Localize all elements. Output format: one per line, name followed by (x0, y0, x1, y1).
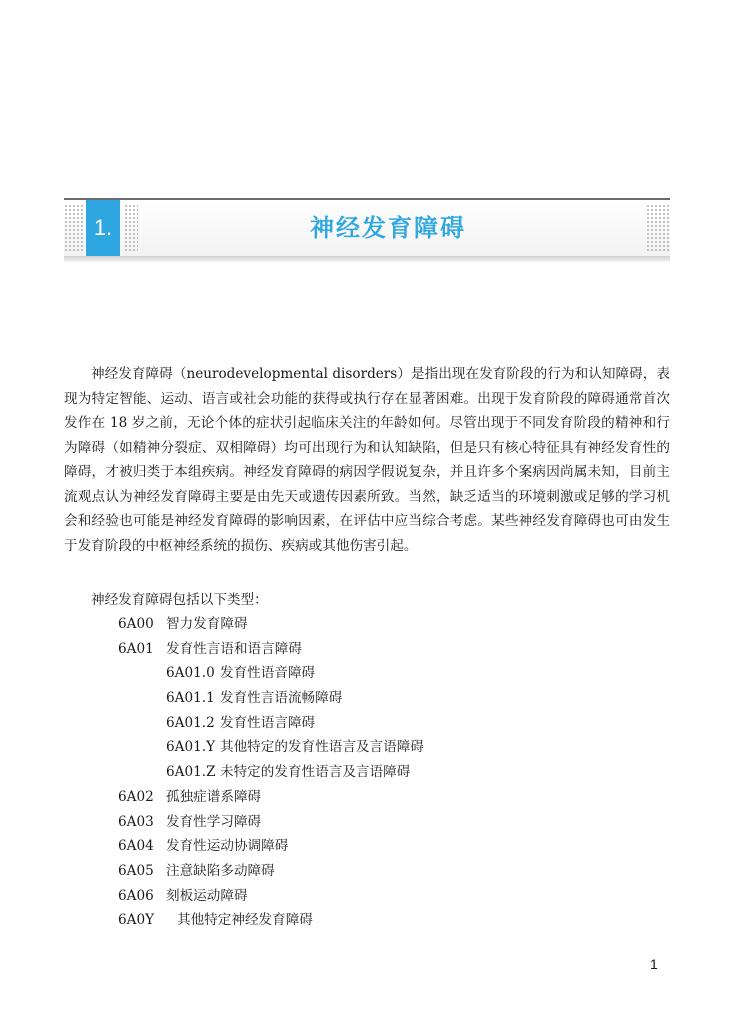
list-item (0, 785, 730, 810)
page-number: 1 (650, 956, 658, 972)
list-item (0, 908, 730, 933)
list-lead: 神经发育障碍包括以下类型： (91, 592, 268, 608)
item-label: 发育性运动协调障碍 (166, 838, 289, 855)
list-item (0, 661, 730, 686)
item-label: 智力发育障碍 (166, 616, 248, 632)
item-label: 发育性言语和语言障碍 (166, 640, 302, 657)
list-item (0, 735, 730, 760)
list-item (0, 834, 730, 859)
item-code: 6A01.2 (166, 714, 215, 731)
list-item (0, 884, 730, 909)
item-code: 6A01.0 (166, 665, 215, 682)
item-label: 发育性言语流畅障碍 (220, 690, 343, 707)
list-item (0, 810, 730, 835)
item-code: 6A06 (118, 887, 154, 904)
item-code: 6A01.Z (166, 764, 216, 781)
item-code: 6A04 (118, 838, 154, 855)
item-label: 未特定的发育性语言及言语障碍 (220, 764, 411, 781)
item-label: 其他特定神经发育障碍 (177, 912, 313, 929)
list-item (0, 686, 730, 711)
list-item (0, 859, 730, 884)
item-label: 其他特定的发育性语言及言语障碍 (220, 739, 424, 756)
list-item (0, 612, 730, 637)
item-label: 发育性语言障碍 (220, 714, 316, 731)
item-label: 发育性学习障碍 (166, 813, 262, 830)
dot-pattern-right (646, 204, 670, 252)
item-code: 6A00 (118, 616, 154, 632)
item-code: 6A01.Y (166, 739, 216, 756)
list-item (0, 760, 730, 785)
item-code: 6A0Y (118, 912, 155, 929)
item-code: 6A05 (118, 862, 154, 879)
chapter-number: 1. (86, 200, 120, 256)
item-code: 6A03 (118, 813, 154, 830)
list-item (0, 637, 730, 662)
item-label: 孤独症谱系障碍 (166, 788, 262, 805)
chapter-banner (64, 198, 670, 262)
banner-shadow (64, 256, 670, 262)
intro-paragraph: 神经发育障碍（neurodevelopmental disorders）是指出现在发育阶段的行为和认知障碍，表现为特定智能、运动、语言或社会功能的获得或执行存在显著困难。出现于发育阶段的障碍通常首次发作在 18 岁之前，无论个体的症状引起临床关注的年龄如何。尽管出现于不同发育阶段的精神和行为障碍（如精神分裂症、双相障碍）均可出现行为和认知缺陷，但是只有核心特征具有神经发育性的障碍，才被归类于本组疾病。神经发育障碍的病因学假说复杂，并且许多个案病因尚属未知，目前主流观点认为神经发育障碍主要是由先天或遗传因素所致。当然，缺乏适当的环境刺激或足够的学习机会和经验也可能是神经发育障碍的影响因素，在评估中应当综合考虑。某些神经发育障碍也可由发生于发育阶段的中枢神经系统的损伤、疾病或其他伤害引起。 (64, 366, 670, 554)
disorder-code-list (0, 612, 730, 933)
chapter-title: 神经发育障碍 (310, 214, 466, 242)
item-code: 6A01.1 (166, 690, 215, 707)
item-label: 注意缺陷多动障碍 (166, 862, 275, 879)
item-code: 6A01 (118, 640, 154, 657)
item-code: 6A02 (118, 788, 154, 805)
list-item (0, 711, 730, 736)
item-label: 发育性语音障碍 (220, 665, 316, 682)
dot-pattern-left (64, 204, 84, 252)
item-label: 刻板运动障碍 (166, 887, 248, 904)
